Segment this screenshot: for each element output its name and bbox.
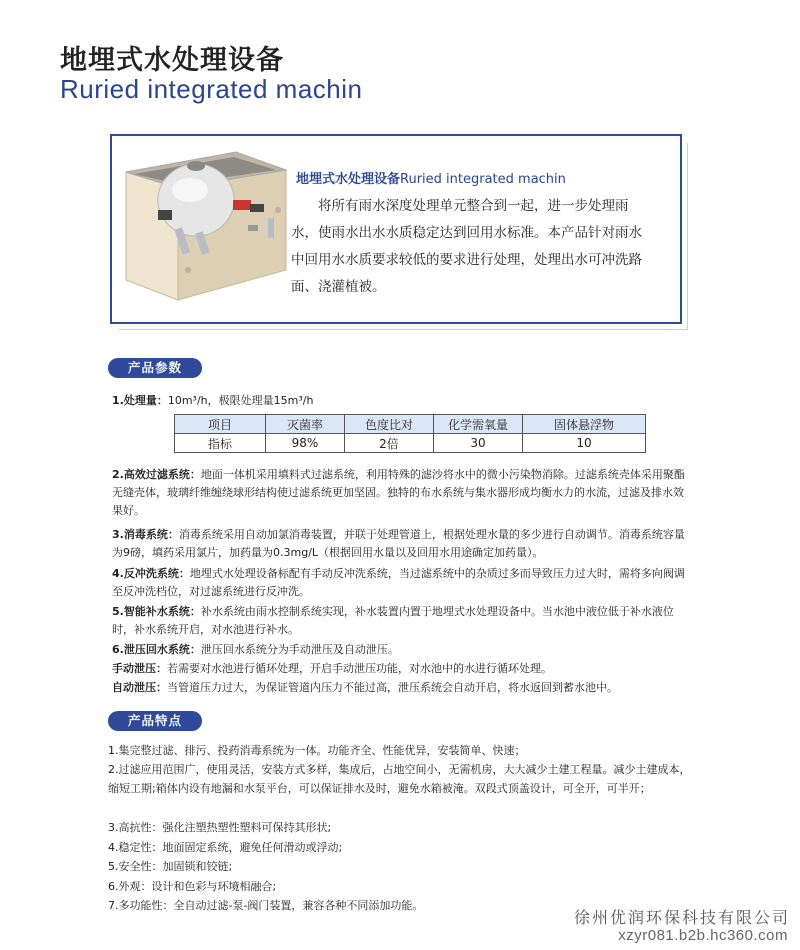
param-pressure-relief-title: 6.泄压回水系统： — [112, 643, 201, 656]
param-capacity — [112, 392, 313, 410]
feature-item: 5.安全性：加固锁和铰链; — [108, 860, 233, 873]
param-manual-relief-title: 手动泄压： — [112, 662, 167, 675]
feature-item: 3.高抗性：强化注塑热塑性塑料可保持其形状; — [108, 821, 332, 834]
param-auto-relief-title: 自动泄压： — [112, 681, 167, 694]
param-pressure-relief-text: 泄压回水系统分为手动泄压及自动泄压。 — [200, 643, 399, 656]
spec-table — [174, 414, 646, 453]
param-refill-text: 补水系统由雨水控制系统实现，补水装置内置于地埋式水处理设备中。当水池中液位低于补水液位时，补水系统开启，对水池进行补水。 — [112, 605, 674, 636]
section-label-features: 产品特点 — [108, 711, 202, 731]
param-auto-relief-text: 当管道压力过大，为保证管道内压力不能过高，泄压系统会自动开启，将水返回到蓄水池中。 — [167, 681, 618, 694]
param-manual-relief — [112, 660, 690, 678]
param-manual-relief-text: 若需要对水池进行循环处理，开启手动泄压功能，对水池中的水进行循环处理。 — [167, 662, 552, 675]
intro-heading-cn: 地埋式水处理设备 — [296, 172, 401, 187]
page-subtitle: Ruried integrated machin — [60, 74, 363, 104]
spec-header-cell: 色度比对 — [345, 415, 434, 434]
param-filter-title: 2.高效过滤系统： — [112, 468, 201, 481]
feature-item: 1.集完整过滤、排污、投药消毒系统为一体。功能齐全、性能优异，安装简单、快速； — [108, 744, 526, 757]
spec-header-cell: 项目 — [175, 415, 266, 434]
spec-header-cell: 化学需氧量 — [434, 415, 523, 434]
param-filter — [112, 466, 690, 520]
param-backwash-text: 地埋式水处理设备标配有手动反冲洗系统，当过滤系统中的杂质过多而导致压力过大时，需将多向阀调至反冲洗档位，对过滤系统进行反冲洗。 — [112, 567, 685, 598]
intro-text: 将所有雨水深度处理单元整合到一起，进一步处理雨水，使雨水出水水质稳定达到回用水标准。本产品针对雨水中回用水水质要求较低的要求进行处理，处理出水可冲洗路面、浇灌植被。 — [291, 198, 642, 295]
intro-heading-en: Ruried integrated machin — [400, 172, 566, 187]
param-backwash-title: 4.反冲洗系统： — [112, 567, 190, 580]
spec-header-cell: 固体悬浮物 — [523, 415, 646, 434]
spec-cell: 30 — [434, 434, 523, 453]
feature-item: 4.稳定性：地面固定系统，避免任何滑动或浮动; — [108, 841, 343, 854]
intro-heading — [296, 168, 566, 187]
param-backwash — [112, 565, 690, 601]
spec-table-header-row — [175, 415, 646, 434]
spec-cell: 指标 — [175, 434, 266, 453]
param-disinfection-text: 消毒系统采用自动加氯消毒装置，并联于处理管道上，根据处理水量的多少进行自动调节。消毒系统容量为9磅，填药采用氯片，加药量为0.3mg/L（根据回用水量以及回用水用途确定加药量）。 — [112, 528, 685, 559]
spec-cell: 10 — [523, 434, 646, 453]
footer-url: xzyr081.b2b.hc360.com — [618, 927, 788, 944]
param-capacity-title: 1.处理量： — [112, 394, 168, 407]
page-title: 地埋式水处理设备 — [60, 45, 284, 76]
feature-item: 2.过滤应用范围广，使用灵活，安装方式多样，集成后，占地空间小，无需机房，大大减少土建工程量。减少土建成本，缩短工期;箱体内设有地漏和水泵平台，可以保证排水及时，避免水箱被淹。双段式顶盖设计，可全开，可半开； — [108, 763, 691, 795]
spec-cell: 2倍 — [345, 434, 434, 453]
feature-item: 6.外观：设计和色彩与环境相融合; — [108, 880, 277, 893]
param-refill-title: 5.智能补水系统： — [112, 605, 201, 618]
param-auto-relief — [112, 679, 690, 697]
product-image — [118, 140, 290, 312]
feature-item: 7.多功能性：全自动过滤-泵-阀门装置，兼容各种不同添加功能。 — [108, 899, 424, 912]
param-pressure-relief — [112, 641, 690, 659]
spec-cell: 98% — [266, 434, 345, 453]
section-label-params: 产品参数 — [108, 358, 202, 378]
param-disinfection-title: 3.消毒系统： — [112, 528, 179, 541]
param-filter-text: 地面一体机采用填料式过滤系统，利用特殊的滤沙将水中的微小污染物消除。过滤系统壳体采用聚酯无缝壳体，玻璃纤维缠绕球形结构使过滤系统更加坚固。独特的布水系统与集水器形成均衡水力的水流，过滤及排水效果好。 — [112, 468, 685, 517]
param-refill — [112, 603, 690, 639]
spec-header-cell: 灭菌率 — [266, 415, 345, 434]
spec-table-row — [175, 434, 646, 453]
param-disinfection — [112, 526, 690, 562]
footer-company: 徐州优润环保科技有限公司 — [573, 908, 790, 927]
param-capacity-text: 10m³/h，极限处理量15m³/h — [167, 394, 314, 407]
